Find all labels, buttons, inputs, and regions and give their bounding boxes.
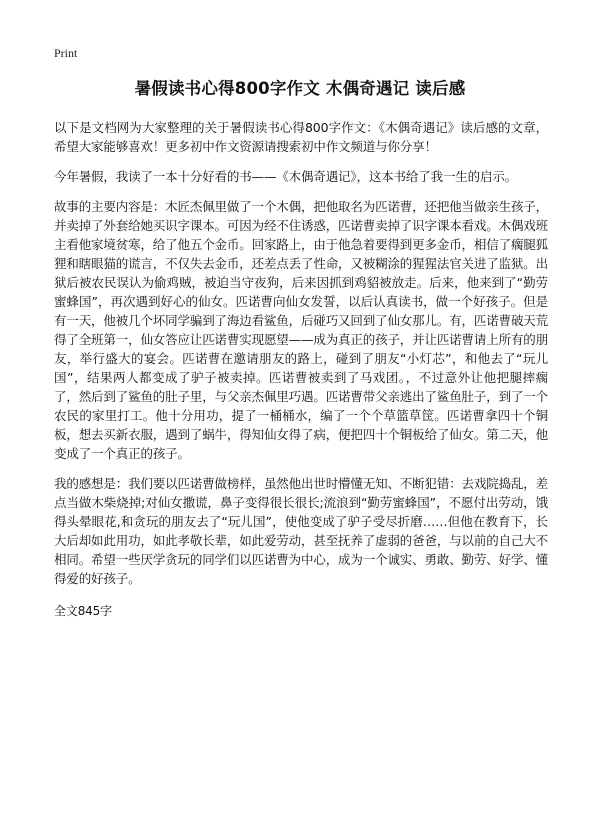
word-count: 全文845字 — [54, 604, 113, 618]
article-title: 暑假读书心得800字作文 木偶奇遇记 读后感 — [134, 79, 466, 98]
intro-paragraph: 以下是文档网为大家整理的关于暑假读书心得800字作文：《木偶奇遇记》读后感的文章，希望大家能够喜欢！更多初中作文资源请搜索初中作文频道与你分享！ — [54, 120, 548, 154]
story-summary-paragraph: 故事的主要内容是：木匠杰佩里做了一个木偶，把他取名为匹诺曹，还把他当做亲生孩子，并卖掉了外套给她买识字课本。可因为经不住诱惑，匹诺曹卖掉了识字课本看戏。木偶戏班主看他家境贫寒，给了他五个金币。回家路上，由于他急着要得到更多金币，相信了瘸腿狐狸和瞎眼猫的谎言，不仅失去金币，还差点丢了性命，又被糊涂的猩猩法官关进了监狱。出狱后被农民误认为偷鸡贼，被迫当守夜狗，后来因抓到鸡貂被放走。后来，他来到了“勤劳蜜蜂国”，再次遇到好心的仙女。匹诺曹向仙女发誓，以后认真读书，做一个好孩子。但是有一天，他被几个坏同学骗到了海边看鲨鱼，后碰巧又回到了仙女那儿。有，匹诺曹破天荒得了全班第一，仙女答应让匹诺曹实现愿望——成为真正的孩子，并让匹诺曹请上所有的朋友，举行盛大的宴会。匹诺曹在邀请朋友的路上，碰到了朋友“小灯芯”，和他去了“玩儿国”，结果两人都变成了驴子被卖掉。匹诺曹被卖到了马戏团。，不过意外让他把腿摔瘸了，然后到了鲨鱼的肚子里，与父亲杰佩里巧遇。匹诺曹带父亲逃出了鲨鱼肚子，到了一个农民的家里打工。他十分用功，提了一桶桶水，编了一个个草篮草筐。匹诺曹拿四十个铜板，想去买新衣服，遇到了蜗牛，得知仙女得了病，便把四十个铜板给了仙女。第二天，他变成了一个真正的孩子。 — [54, 199, 549, 461]
article-body — [54, 118, 548, 632]
opening-paragraph: 今年暑假，我读了一本十分好看的书——《木偶奇遇记》，这本书给了我一生的启示。 — [54, 169, 518, 184]
reflection-paragraph: 我的感想是：我们要以匹诺曹做榜样，虽然他出世时懵懂无知、不断犯错：去戏院捣乱，差点当做木柴烧掉;对仙女撒谎，鼻子变得很长很长;流浪到“勤劳蜜蜂国”，不愿付出劳动，饿得头晕眼花,和贪玩的朋友去了“玩儿国”，使他变成了驴子受尽折磨……但他在教育下，长大后却如此用功，如此孝敬长辈，如此爱劳动，甚至抚养了虚弱的爸爸，与以前的自己大不相同。希望一些厌学贪玩的同学们以匹诺曹为中心，成为一个诚实、勇敢、勤劳、好学、懂得爱的好孩子。 — [54, 476, 549, 586]
print-link[interactable]: Print — [54, 46, 78, 60]
